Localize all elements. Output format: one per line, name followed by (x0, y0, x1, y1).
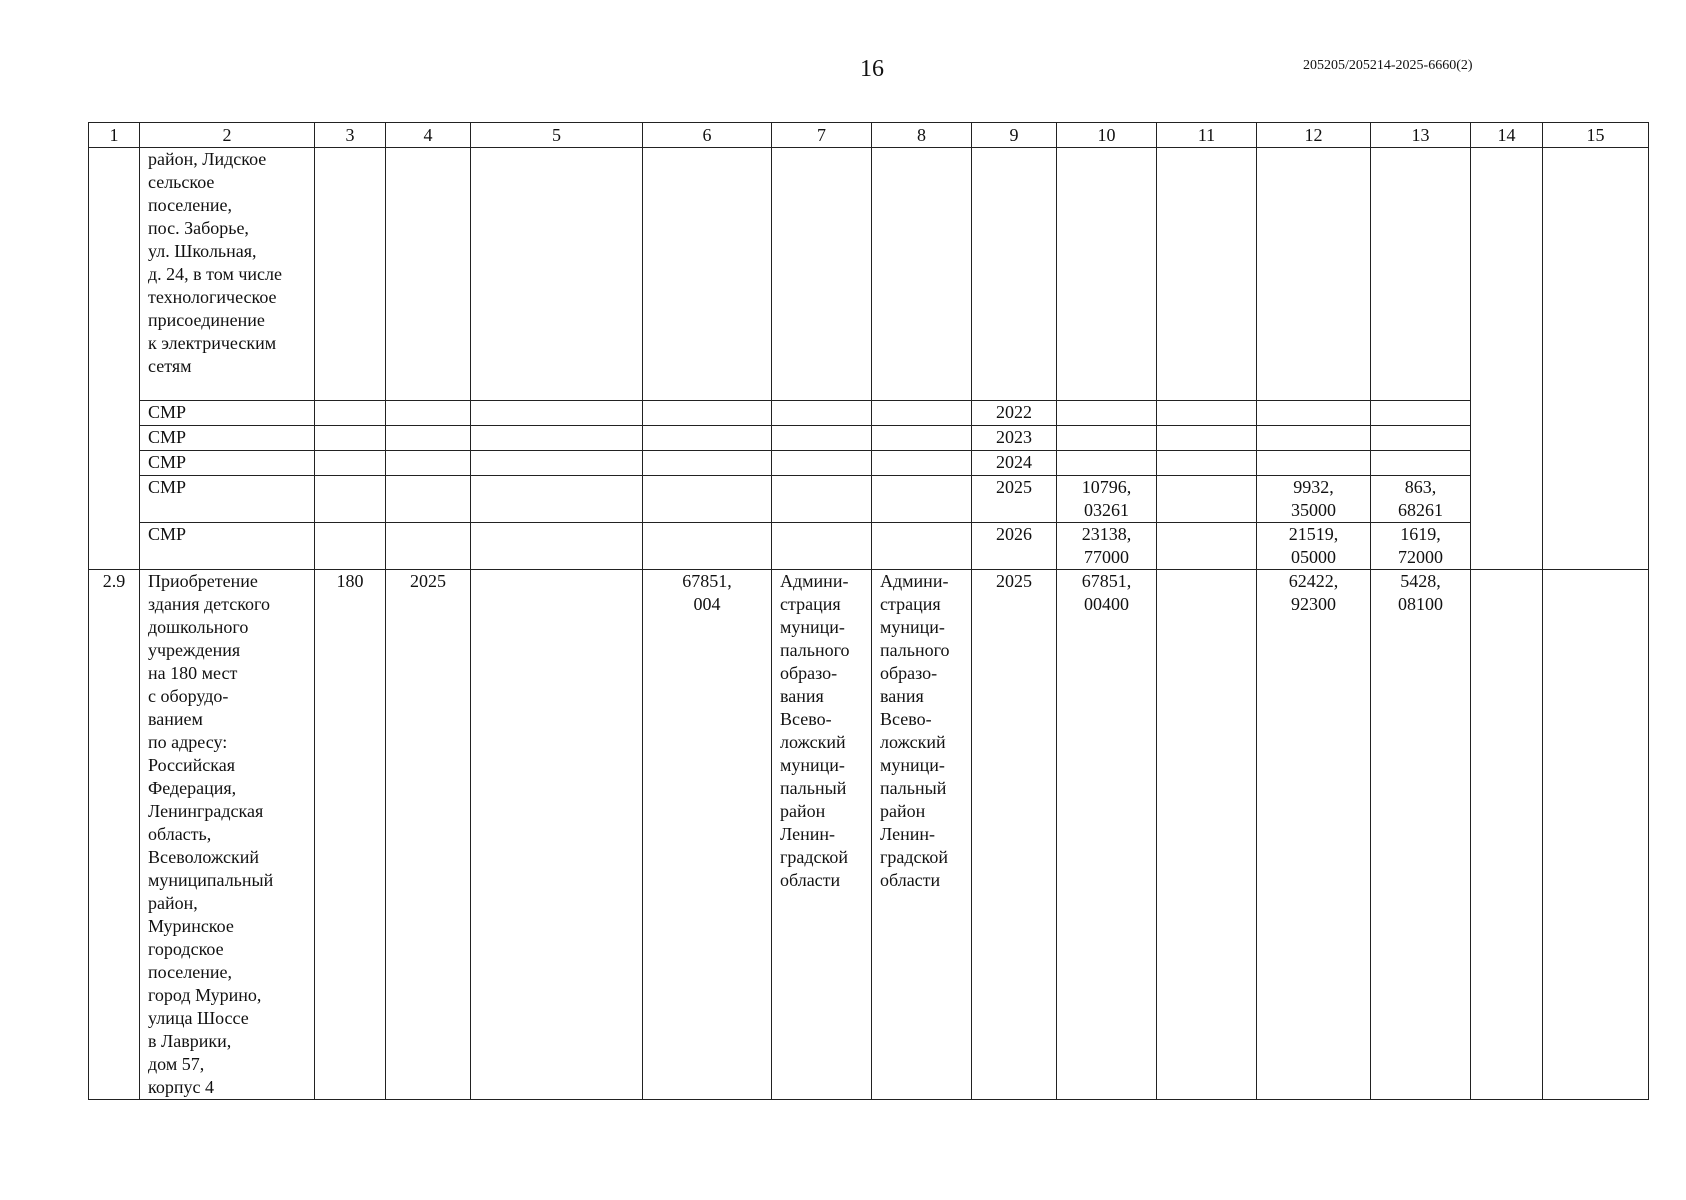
column-header: 10 (1057, 123, 1157, 148)
column-header: 1 (89, 123, 140, 148)
table-row (89, 451, 1649, 476)
year-start: 2025 (386, 570, 471, 1100)
local-funding: 5428, 08100 (1371, 570, 1471, 1100)
table-row (89, 476, 1649, 523)
stage-total: 10796, 03261 (1057, 476, 1157, 523)
stage-local: 1619, 72000 (1371, 523, 1471, 570)
table-row (89, 523, 1649, 570)
stage-year: 2025 (972, 476, 1057, 523)
table-row (89, 148, 1649, 401)
column-header: 5 (471, 123, 643, 148)
stage-name: СМР (140, 451, 315, 476)
stage-local: 863, 68261 (1371, 476, 1471, 523)
row-number-cell (89, 148, 140, 570)
column-header: 2 (140, 123, 315, 148)
estimated-cost: 67851, 004 (643, 570, 772, 1100)
stage-regional: 9932, 35000 (1257, 476, 1371, 523)
column-header: 8 (872, 123, 972, 148)
table-row (89, 401, 1649, 426)
document-id: 205205/205214-2025-6660(2) (1303, 58, 1473, 73)
builder: Админи- страция муници- пального образо- вания Всево- ложский муници- пальный район Ленин- градской области (872, 570, 972, 1100)
regional-funding: 62422, 92300 (1257, 570, 1371, 1100)
total-funding: 67851, 00400 (1057, 570, 1157, 1100)
column-header: 14 (1471, 123, 1543, 148)
stage-total: 23138, 77000 (1057, 523, 1157, 570)
table-row (89, 426, 1649, 451)
column-header: 13 (1371, 123, 1471, 148)
stage-year: 2022 (972, 401, 1057, 426)
table-row (89, 570, 1649, 1100)
column-header: 12 (1257, 123, 1371, 148)
capacity: 180 (315, 570, 386, 1100)
column-header: 4 (386, 123, 471, 148)
column-header: 3 (315, 123, 386, 148)
stage-name: СМР (140, 401, 315, 426)
funding-year: 2025 (972, 570, 1057, 1100)
column-header: 9 (972, 123, 1057, 148)
column-numbers-row (89, 123, 1649, 148)
customer: Админи- страция муници- пального образо- вания Всево- ложский муници- пальный район Ленин- градской области (772, 570, 872, 1100)
stage-name: СМР (140, 426, 315, 451)
stage-name: СМР (140, 523, 315, 570)
column-header: 11 (1157, 123, 1257, 148)
column-header: 6 (643, 123, 772, 148)
stage-name: СМР (140, 476, 315, 523)
page-number: 16 (860, 56, 884, 82)
column-header: 15 (1543, 123, 1649, 148)
object-name: Приобретение здания детского дошкольного учреждения на 180 мест с оборудо- ванием по адресу: Российская Федерация, Ленинградская область, Всеволожский муниципальный район, Муринское городское поселение, город Мурино, улица Шоссе в Лаврики, дом 57, корпус 4 (140, 570, 315, 1100)
column-header: 7 (772, 123, 872, 148)
program-table (88, 122, 1649, 1100)
stage-year: 2026 (972, 523, 1057, 570)
row-number: 2.9 (89, 570, 140, 1100)
stage-year: 2023 (972, 426, 1057, 451)
stage-year: 2024 (972, 451, 1057, 476)
object-name-continued: район, Лидское сельское поселение, пос. Заборье, ул. Школьная, д. 24, в том числе технологическое присоединение к электрическим сетям (140, 148, 315, 401)
stage-regional: 21519, 05000 (1257, 523, 1371, 570)
